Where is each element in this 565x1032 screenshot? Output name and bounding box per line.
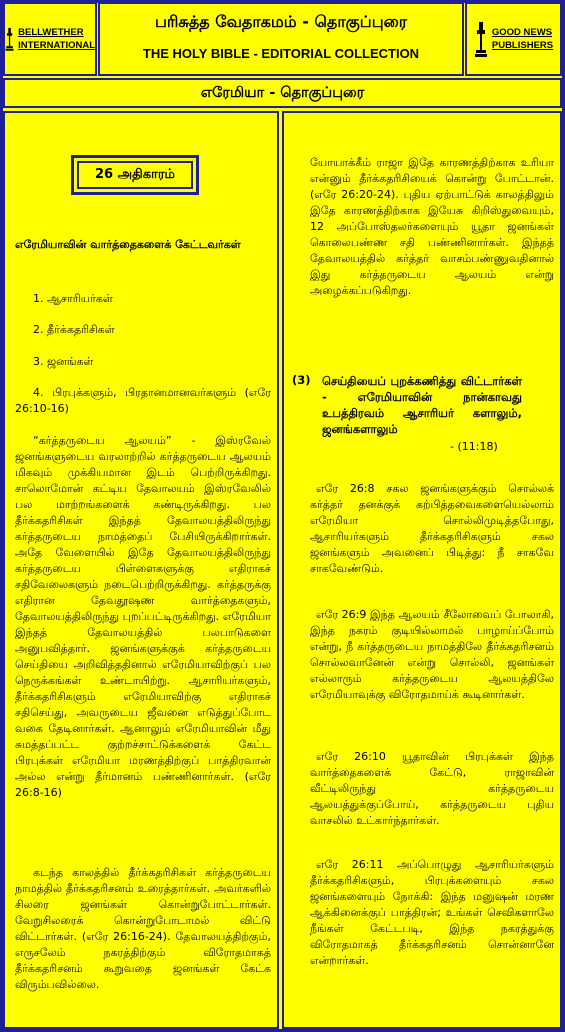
logo-left-line2: INTERNATIONAL bbox=[18, 40, 95, 51]
logo-left-line1: BELLWETHER bbox=[18, 27, 84, 38]
good-news-logo bbox=[465, 2, 562, 76]
logo-right-line1: GOOD NEWS bbox=[491, 27, 553, 38]
paragraph: “கர்த்தருடைய ஆலயம்” - இஸ்ரவேல் ஜனங்களுடைய வரலாற்றில் கர்த்தருடைய ஆலயம் மிகவும் முக்கியமான இடம் பெற்றிருக்கிறது. சாலொமோன் கட்டிய தேவாலயம் இஸ்ரவேலில் பல மாற்றங்களைக் கண்டிருக்கிறது. பல தீர்க்கதரிசிகள் இந்தத் தேவாலயத்திலிருந்து கர்த்தருடைய நாமத்தைப் பேசியிருக்கிறார்கள். அதே வேளையில் இதே தேவாலயத்திலிருந்து கர்த்தருடைய பிள்ளைகளுக்கு எதிராகச் சதிவேலைகளும் நடைபெற்றிருக்கிறது. கர்த்தருக்கு எதிரான தேவதூஷண வார்த்தைகளும், தேவாலயத்திலிருந்து புறப்பட்டிருக்கிறது. எரேமியா இந்தத் தேவாலயத்தில் பலபாடுகளை அனுபவித்தார். ஜனங்களுக்குக் கர்த்தருடைய செய்தியை அறிவித்ததினால் எரேமியாவிற்குப் பல நெருக்கங்கள் உண்டாயிற்று. ஆசாரியர்களும், தீர்க்கதரிசிகளும் எரேமியாவிற்கு எதிராகச் சதிசெய்து, அவருடைய ஜீவனை எடுத்துப்போட வகை தேடினார்கள். ஆனாலும் எரேமியாவின் மீது சுமத்தப்பட்ட குற்றச்சாட்டுக்களைக் கேட்ட பிரபுக்கள் எரேமியா மரணத்திற்குப் பாத்திரவான் அல்ல என்று தீர்மானம் பண்ணினார்கள். (எரே 26:8-16) bbox=[15, 434, 271, 799]
logo-right-line2: PUBLISHERS bbox=[491, 40, 554, 51]
left-column bbox=[3, 111, 279, 1029]
chapter-label: 26 அதிகாரம் bbox=[77, 161, 193, 189]
list-item: 2. தீர்க்கதரிசிகள் bbox=[33, 323, 115, 336]
bellwether-logo bbox=[3, 2, 97, 76]
list-item: 1. ஆசாரியர்கள் bbox=[33, 292, 113, 305]
lamp-icon bbox=[474, 20, 488, 58]
section-3-title: செய்தியைப் புறக்கணித்து விட்டார்கள் - எரேமியாவின் நான்காவது உபத்திரவம் ஆசாரியர் களாலும், ஜனங்களாலும் bbox=[322, 374, 522, 436]
section-number: (3) bbox=[292, 373, 311, 387]
list-item: 3. ஜனங்கள் bbox=[33, 355, 94, 368]
section-heading: எரேமியாவின் வார்த்தைகளைக் கேட்டவர்கள் bbox=[15, 238, 241, 251]
right-column bbox=[282, 111, 562, 1029]
title-english: THE HOLY BIBLE - EDITORIAL COLLECTION bbox=[142, 46, 420, 61]
lamp-icon bbox=[5, 20, 14, 58]
verse-26-11: எரே 26:11 அப்பொழுது ஆசாரியர்களும் தீர்க்கதரிசிகளும், பிரபுக்களையும் சகல ஜனங்களையும் நோக்கி: இந்த மனுஷன் மரண ஆக்கினைக்குப் பாத்திரன்; உங்கள் செவிகளாலே நீங்கள் கேட்டபடி, இந்த நகரத்துக்கு விரோதமாகத் தீர்க்கதரிசனம் சொன்னானே என்றார்கள். bbox=[310, 858, 554, 967]
verse-26-10: எரே 26:10 யூதாவின் பிரபுக்கள் இந்த வார்த்தைகளைக் கேட்டு, ராஜாவின் வீட்டிலிருந்து கர்த்தருடைய ஆலயத்துக்குப்போய், கர்த்தருடைய புதிய வாசலில் உட்கார்ந்தார்கள். bbox=[310, 750, 554, 827]
verse-26-9: எரே 26:9 இந்த ஆலயம் சீலோவைப் போலாகி, இந்த நகரம் குடியில்லாமல் பாழாய்ப்போம் என்று, நீ கர்த்தருடைய நாமத்திலே தீர்க்கதரிசனம் சொல்லவானேன் என்று சொல்லி, ஜனங்கள் எல்லாரும் கர்த்தருடைய ஆலயத்திலே எரேமியாவுக்கு விரோதமாய்க் கூடினார்கள். bbox=[310, 608, 554, 701]
section-3-heading bbox=[292, 373, 554, 463]
paragraph: கடந்த காலத்தில் தீர்க்கதரிசிகள் கர்த்தருடைய நாமத்தில் தீர்க்கதரிசனம் உரைத்தார்கள். அவர்களில் சிலரை ஜனங்கள் கொன்றுபோட்டார்கள். வேறுசிலரைக் கொன்றுபோடாமல் விட்டு விட்டார்கள். (எரே 26:16-24). தேவாலயத்திற்கும், எருசலேம் நகரத்திற்கும் விரோதமாகத் தீர்க்கதரிசனம் கூறுவதை ஜனங்கள் கேட்க விரும்பவில்லை. bbox=[15, 866, 271, 991]
paragraph: யோயாக்கீம் ராஜா இதே காரணத்திற்காக உரியா என்னும் தீர்க்கதரிசியைக் கொன்று போட்டான். (எரே 26:20-24). புதிய ஏற்பாட்டுக் காலத்திலும் இதே காரணத்திற்காக இயேசு கிறிஸ்துவையும், 12 அப்போஸ்தலர்களையும் யூதா ஜனங்கள் கொலைபண்ண சதி பண்ணினார்கள். இந்தத் தேவாலயத்தில் கர்த்தர் வாசம்பண்ணுவதினால் இது கர்த்தருடைய ஆலயம் என்று அழைக்கப்படுகிறது. bbox=[310, 156, 554, 297]
title-tamil: பரிசுத்த வேதாகமம் - தொகுப்புரை bbox=[154, 12, 408, 31]
section-3-ref: - (11:18) bbox=[450, 440, 498, 453]
verse-26-8: எரே 26:8 சகல ஜனங்களுக்கும் சொல்லக் கர்த்தர் தனக்குக் கற்பித்தவைகளையெல்லாம் எரேமியா சொல்லிமுடித்தபோது, ஆசாரியர்களும் தீர்க்கதரிசிகளும் சகல ஜனங்களும் அவனைப் பிடித்து: நீ சாகவே சாகவேண்டும். bbox=[310, 482, 554, 575]
section-title: எரேமியா - தொகுப்புரை bbox=[3, 78, 562, 108]
list-item: 4. பிரபுக்களும், பிரதானமானவர்களும் (எரே 26:10-16) bbox=[15, 386, 271, 415]
chapter-box bbox=[71, 155, 199, 195]
title-box bbox=[98, 2, 464, 76]
